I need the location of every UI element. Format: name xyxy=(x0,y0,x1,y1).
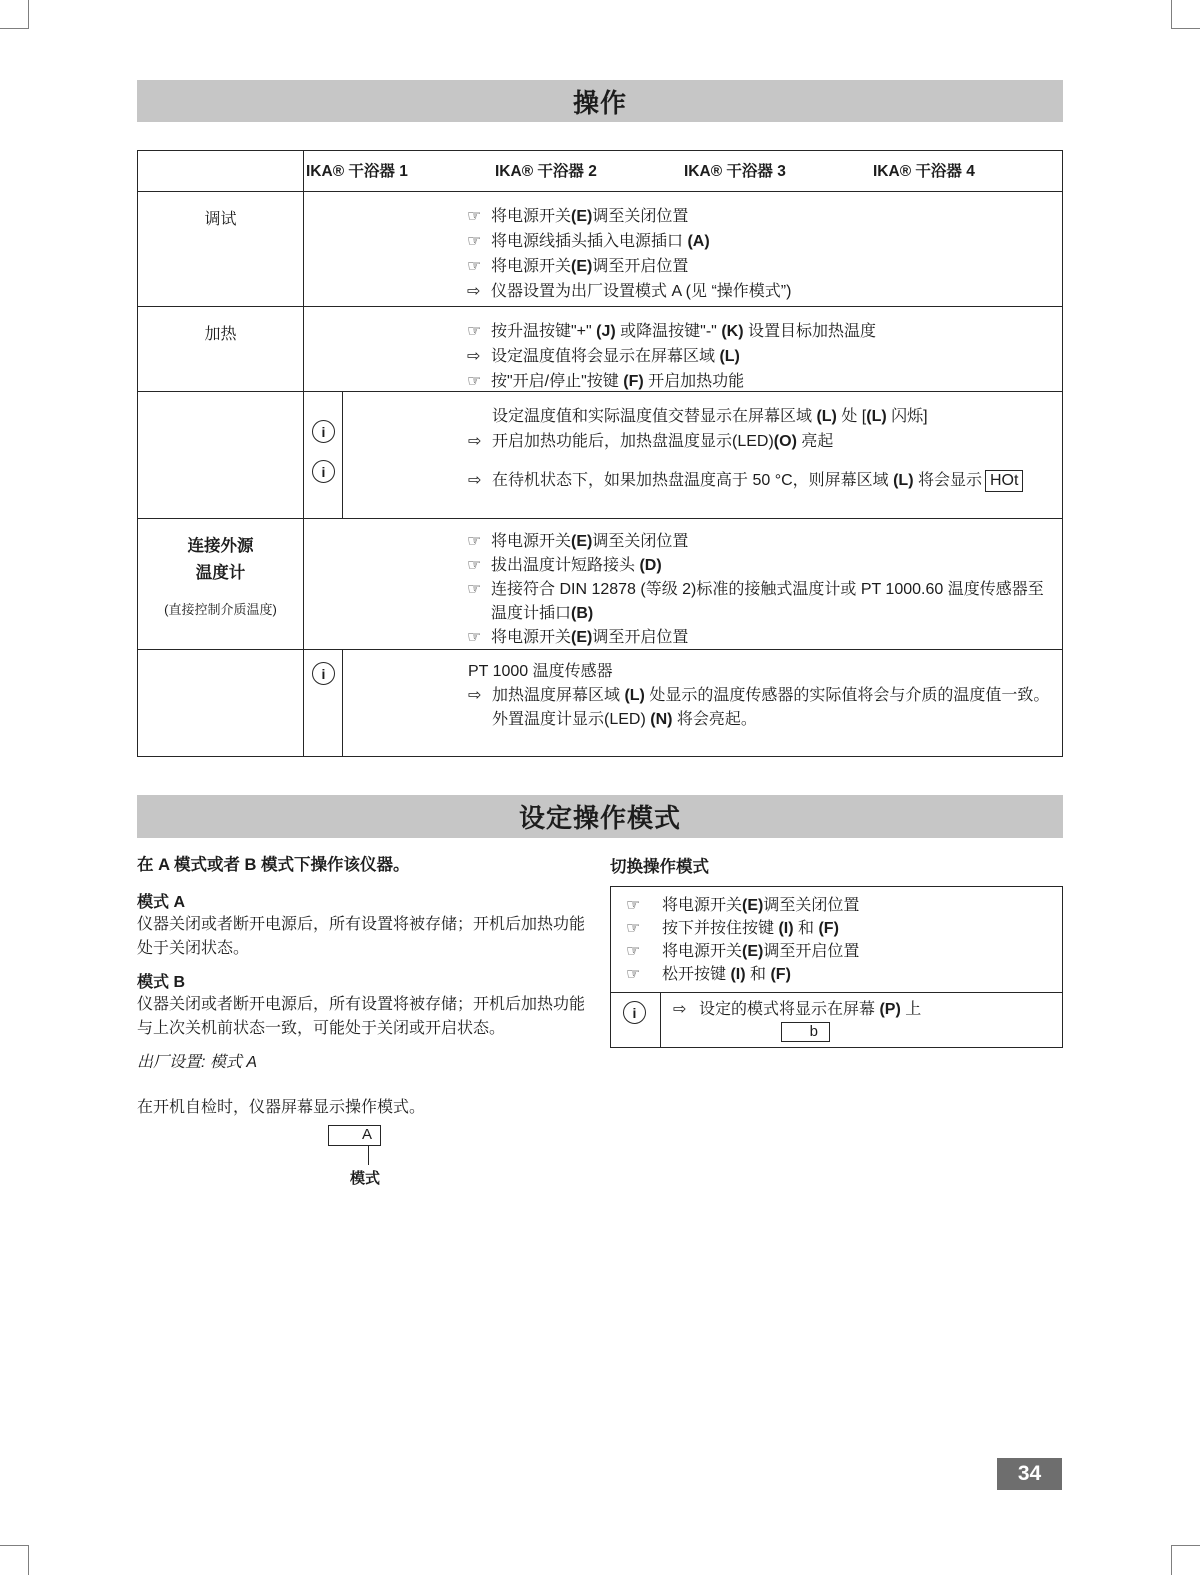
row-label: 连接外源 温度计 (直接控制介质温度) xyxy=(138,519,304,649)
instruction-line: ☞ 按升温按键"+" (J) 或降温按键"-" (K) 设置目标加热温度 xyxy=(467,319,1052,344)
result-line: ⇨ 开启加热功能后，加热盘温度显示(LED)(O) 亮起 xyxy=(468,429,1052,454)
factory-setting-note: 出厂设置: 模式 A xyxy=(137,1054,258,1071)
arrow-icon: ⇨ xyxy=(468,433,482,450)
mode-display-box-b: b xyxy=(781,1022,830,1042)
mode-a-text: 仪器关闭或者断开电源后，所有设置将被存储；开机后加热功能处于关闭状态。 xyxy=(137,916,586,957)
row-label-empty xyxy=(138,392,304,518)
row-label-empty xyxy=(138,650,304,756)
hand-icon: ☞ xyxy=(467,233,482,250)
hand-icon: ☞ xyxy=(626,943,641,960)
instruction-line: ☞ 松开按键 (I) 和 (F) xyxy=(626,963,1054,986)
instruction-line: ☞ 连接符合 DIN 12878 (等级 2)标准的接触式温度计或 PT 1000.60 温度传感器至温度计插口(B) xyxy=(467,578,1052,626)
mode-switch-box xyxy=(610,886,1063,1048)
mode-intro: 在 A 模式或者 B 模式下操作该仪器。 xyxy=(137,856,410,874)
header-label-cell xyxy=(138,151,304,191)
mode-switch-column xyxy=(610,853,1063,1040)
crop-mark-bottom-right xyxy=(1171,1545,1200,1575)
instruction-line: ☞ 按"开启/停止"按键 (F) 开启加热功能 xyxy=(467,369,1052,394)
column-device-3: IKA® 干浴器 3 xyxy=(684,162,786,180)
note-line: 设定温度值和实际温度值交替显示在屏幕区域 (L) 处 [(L) 闪烁] xyxy=(492,408,928,425)
hand-icon: ☞ xyxy=(626,966,641,983)
arrow-icon: ⇨ xyxy=(468,472,482,489)
display-readout-hot: HOt xyxy=(985,470,1023,492)
instruction-line: ☞ 将电源开关(E)调至开启位置 xyxy=(467,626,1052,650)
instruction-line: ☞ 将电源开关(E)调至开启位置 xyxy=(467,254,1052,279)
arrow-icon: ⇨ xyxy=(468,687,482,704)
hand-icon: ☞ xyxy=(467,323,482,340)
info-icon: i xyxy=(623,1001,646,1024)
hand-icon: ☞ xyxy=(467,533,482,550)
hand-icon: ☞ xyxy=(467,557,482,574)
note-line: 外置温度计显示(LED) (N) 将会亮起。 xyxy=(492,711,757,728)
instruction-line: ☞ 将电源开关(E)调至关闭位置 xyxy=(467,204,1052,229)
arrow-icon: ⇨ xyxy=(467,283,481,300)
row-commissioning xyxy=(138,191,1062,306)
row-external-thermometer xyxy=(138,518,1062,649)
instruction-line: ☞ 将电源开关(E)调至关闭位置 xyxy=(626,894,1054,917)
mode-b-title: 模式 B xyxy=(137,974,186,991)
crop-mark-bottom-left xyxy=(0,1545,29,1575)
crop-mark-top-left xyxy=(0,0,29,29)
row-pt1000-info xyxy=(138,649,1062,756)
instruction-line: ☞ 将电源线插头插入电源插口 (A) xyxy=(467,229,1052,254)
section-header-mode-setting xyxy=(137,795,1063,838)
arrow-icon: ⇨ xyxy=(673,1001,687,1018)
column-device-1: IKA® 干浴器 1 xyxy=(306,162,408,180)
instruction-line: ☞ 按下并按住按键 (I) 和 (F) xyxy=(626,917,1054,940)
callout-line xyxy=(368,1146,369,1165)
section-title: 设定操作模式 xyxy=(518,803,681,833)
row-label: 加热 xyxy=(138,307,304,391)
info-icon: i xyxy=(312,460,335,483)
operation-table xyxy=(137,150,1063,757)
table-header-row xyxy=(138,151,1062,191)
result-line: ⇨ 设定的模式将显示在屏幕 (P) 上 xyxy=(673,999,1056,1021)
page-number: 34 xyxy=(997,1458,1062,1490)
info-icon: i xyxy=(312,420,335,443)
instruction-line: ☞ 拔出温度计短路接头 (D) xyxy=(467,554,1052,578)
hand-icon: ☞ xyxy=(467,581,482,598)
result-line: ⇨ 在待机状态下，如果加热盘温度高于 50 °C，则屏幕区域 (L) 将会显示 HOt xyxy=(468,468,1052,493)
crop-mark-top-right xyxy=(1171,0,1200,29)
section-title: 操作 xyxy=(572,87,627,118)
mode-display-label: 模式 xyxy=(349,1170,380,1187)
mode-switch-title: 切换操作模式 xyxy=(610,858,709,876)
mode-b-text: 仪器关闭或者断开电源后，所有设置将被存储；开机后加热功能与上次关机前状态一致，可能处于关闭或开启状态。 xyxy=(137,996,586,1037)
hand-icon: ☞ xyxy=(626,920,641,937)
column-device-4: IKA® 干浴器 4 xyxy=(873,162,975,180)
mode-display-box: A xyxy=(328,1125,381,1146)
hand-icon: ☞ xyxy=(467,258,482,275)
mode-switch-info-row xyxy=(611,992,1062,1047)
self-test-note: 在开机自检时，仪器屏幕显示操作模式。 xyxy=(137,1099,426,1116)
result-line: ⇨ 加热温度屏幕区域 (L) 处显示的温度传感器的实际值将会与介质的温度值一致。 xyxy=(468,684,1052,708)
arrow-icon: ⇨ xyxy=(467,348,481,365)
row-label-note: (直接控制介质温度) xyxy=(164,602,277,617)
hand-icon: ☞ xyxy=(467,373,482,390)
row-heating xyxy=(138,306,1062,391)
row-label: 调试 xyxy=(138,192,304,306)
hand-icon: ☞ xyxy=(467,208,482,225)
mode-a-title: 模式 A xyxy=(137,894,186,911)
column-device-2: IKA® 干浴器 2 xyxy=(495,162,597,180)
instruction-line: ☞ 将电源开关(E)调至关闭位置 xyxy=(467,530,1052,554)
section-header-operation xyxy=(137,80,1063,122)
info-icon: i xyxy=(312,662,335,685)
note-title-line: PT 1000 温度传感器 xyxy=(468,663,613,680)
instruction-line: ☞ 将电源开关(E)调至开启位置 xyxy=(626,940,1054,963)
row-heating-info xyxy=(138,391,1062,518)
hand-icon: ☞ xyxy=(626,897,641,914)
header-columns xyxy=(304,151,1062,191)
hand-icon: ☞ xyxy=(467,629,482,646)
result-line: ⇨ 设定温度值将会显示在屏幕区域 (L) xyxy=(467,344,1052,369)
result-line: ⇨ 仪器设置为出厂设置模式 A (见 “操作模式”) xyxy=(467,279,1052,304)
